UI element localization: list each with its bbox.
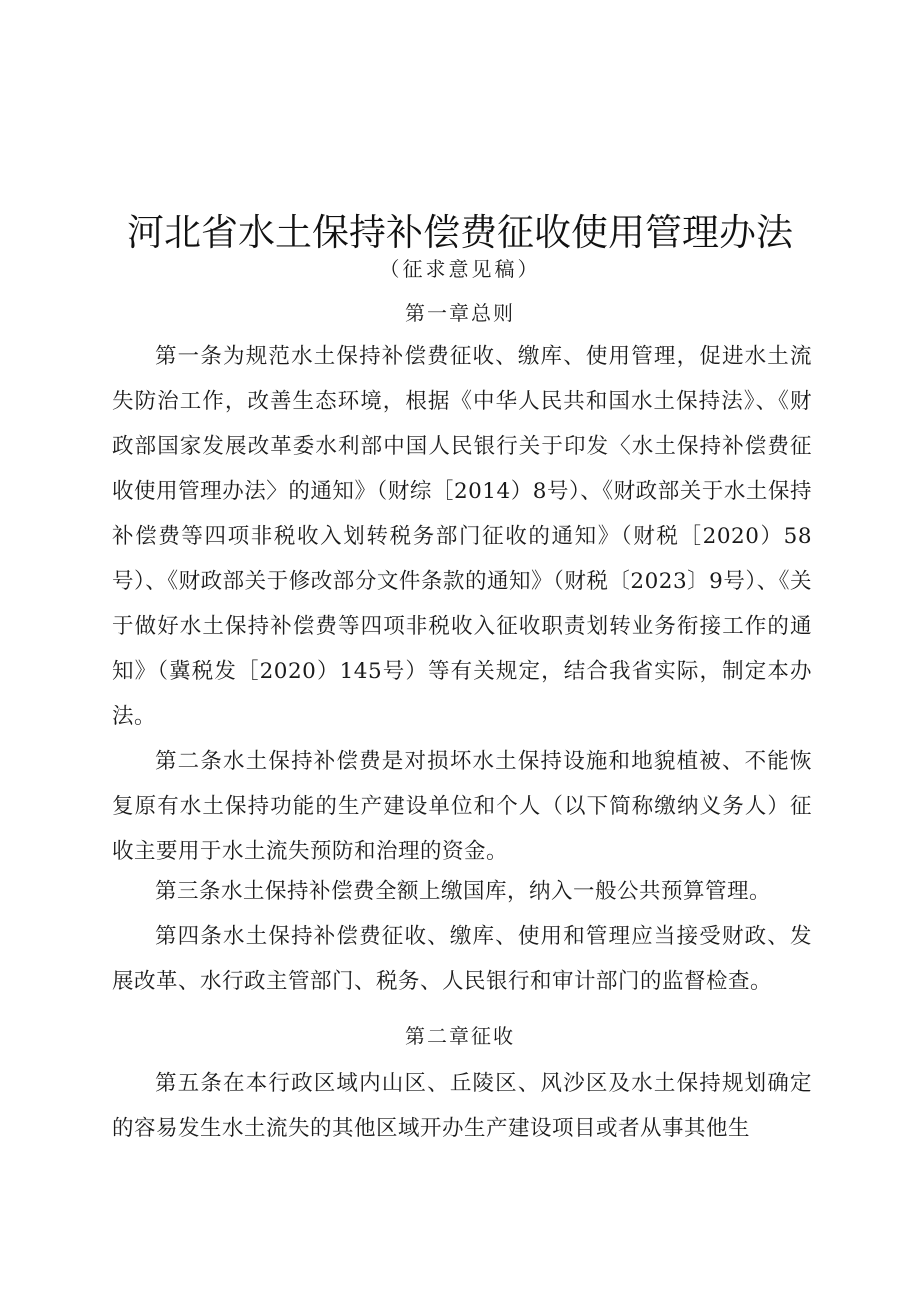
article-4: 第四条水土保持补偿费征收、缴库、使用和管理应当接受财政、发展改革、水行政主管部门、税务、人民银行和审计部门的监督检查。 [112, 924, 812, 994]
article-5: 第五条在本行政区域内山区、丘陵区、风沙区及水土保持规划确定的容易发生水土流失的其他区域开办生产建设项目或者从事其他生 [112, 1071, 812, 1141]
chapter-heading-2: 第二章征收 [405, 1024, 515, 1048]
document-title: 河北省水土保持补偿费征收使用管理办法 [127, 210, 793, 254]
article-2: 第二条水土保持补偿费是对损坏水土保持设施和地貌植被、不能恢复原有水土保持功能的生产建设单位和个人（以下简称缴纳义务人）征收主要用于水土流失预防和治理的资金。 [112, 749, 812, 864]
document-subtitle: （征求意见稿） [379, 257, 541, 281]
article-3: 第三条水土保持补偿费全额上缴国库，纳入一般公共预算管理。 [155, 879, 772, 904]
article-1: 第一条为规范水土保持补偿费征收、缴库、使用管理，促进水土流失防治工作，改善生态环境，根据《中华人民共和国水土保持法》、《财政部国家发展改革委水利部中国人民银行关于印发〈水土保持补偿费征收使用管理办法〉的通知》（财综［2014）8号）、《财政部关于水土保持补偿费等四项非税收入划转税务部门征收的通知》（财税［2020）58号）、《财政部关于修改部分文件条款的通知》（财税〔2023〕9号）、《关于做好水土保持补偿费等四项非税收入征收职责划转业务衔接工作的通知》（冀税发［2020）145号）等有关规定，结合我省实际，制定本办法。 [112, 344, 812, 729]
chapter-heading-1: 第一章总则 [405, 301, 515, 325]
